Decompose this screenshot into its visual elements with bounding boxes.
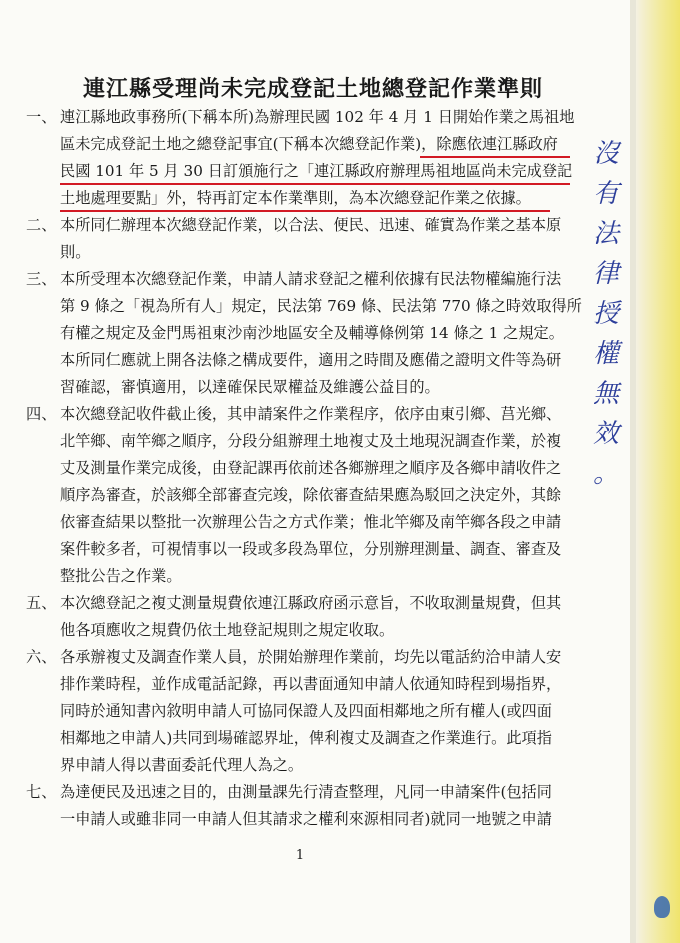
article-line: 依審查結果以整批一次辦理公告之方式作業；惟北竿鄉及南竿鄉各段之申請 <box>60 513 562 531</box>
article-5 <box>26 590 586 644</box>
article-line: 則。 <box>60 243 91 261</box>
blue-stain-mark <box>654 896 670 918</box>
article-line: 排作業時程，並作成電話記錄，再以書面通知申請人依通知時程到場指界， <box>60 675 562 693</box>
article-1 <box>26 104 586 212</box>
article-line: 各承辦複丈及調查作業人員，於開始辦理作業前，均先以電話約洽申請人安 <box>60 648 562 666</box>
page-number: 1 <box>295 848 305 863</box>
article-line: 丈及測量作業完成後，由登記課再依前述各鄉辦理之順序及各鄉申請收件之 <box>60 459 562 477</box>
article-line: 相鄰地之申請人)共同到場確認界址，俾利複丈及調查之作業進行。此項指 <box>60 729 552 747</box>
article-line: 他各項應收之規費仍依土地登記規則之規定收取。 <box>60 621 395 639</box>
article-line: 一申請人或雖非同一申請人但其請求之權利來源相同者)就同一地號之申請 <box>60 810 552 828</box>
article-line: 習確認，審慎適用，以達確保民眾權益及維護公益目的。 <box>60 378 440 396</box>
article-line: 土地處理要點」外，特再訂定本作業準則，為本次總登記作業之依據。 <box>60 189 531 207</box>
article-line: 本次總登記收件截止後，其申請案件之作業程序，依序由東引鄉、莒光鄉、 <box>60 405 562 423</box>
article-3 <box>26 266 586 401</box>
article-line: 同時於通知書內敘明申請人可協同保證人及四面相鄰地之所有權人(或四面 <box>60 702 552 720</box>
article-line: 民國 101 年 5 月 30 日訂頒施行之「連江縣政府辦理馬祖地區尚未完成登記 <box>60 162 573 180</box>
article-6 <box>26 644 586 779</box>
article-number: 四、 <box>26 405 57 423</box>
document-title: 連江縣受理尚未完成登記土地總登記作業準則 <box>82 76 543 102</box>
article-line: 本所受理本次總登記作業，申請人請求登記之權利依據有民法物權編施行法 <box>60 270 562 288</box>
article-4 <box>26 401 586 590</box>
article-number: 一、 <box>26 108 57 126</box>
article-line: 整批公告之作業。 <box>60 567 182 585</box>
article-line: 界申請人得以書面委託代理人為之。 <box>60 756 303 774</box>
article-line: 案件較多者，可視情事以一段或多段為單位，分別辦理測量、調查、審查及 <box>60 540 562 558</box>
article-line: 北竿鄉、南竿鄉之順序，分段分組辦理土地複丈及土地現況調查作業，於複 <box>60 432 562 450</box>
article-7 <box>26 779 586 833</box>
article-line: 區未完成登記土地之總登記事宜(下稱本次總登記作業)，除應依連江縣政府 <box>60 135 558 153</box>
article-line: 本所同仁應就上開各法條之構成要件，適用之時間及應備之證明文件等為研 <box>60 351 562 369</box>
article-number: 六、 <box>26 648 57 666</box>
handwritten-note: 沒 有 法 律 授 權 無 效 。 <box>592 139 619 489</box>
article-line: 連江縣地政事務所(下稱本所)為辦理民國 102 年 4 月 1 日開始作業之馬祖地 <box>60 108 575 126</box>
article-number: 三、 <box>26 270 57 288</box>
side-scan-code <box>620 660 630 880</box>
red-underline <box>420 156 570 158</box>
article-line: 本所同仁辦理本次總登記作業，以合法、便民、迅速、確實為作業之基本原 <box>60 216 562 234</box>
article-line: 為達便民及迅速之目的，由測量課先行清查整理，凡同一申請案件(包括同 <box>60 783 552 801</box>
page-edge-yellow <box>636 0 680 943</box>
article-line: 有權之規定及金門馬祖東沙南沙地區安全及輔導條例第 14 條之 1 之規定。 <box>60 324 564 342</box>
article-line: 順序為審查，於該鄉全部審查完竣，除依審查結果應為駁回之決定外，其餘 <box>60 486 562 504</box>
article-line: 本次總登記之複丈測量規費依連江縣政府函示意旨，不收取測量規費，但其 <box>60 594 562 612</box>
article-number: 二、 <box>26 216 57 234</box>
red-underline <box>60 183 570 185</box>
article-number: 五、 <box>26 594 57 612</box>
article-2 <box>26 212 586 266</box>
article-number: 七、 <box>26 783 57 801</box>
article-line: 第 9 條之「視為所有人」規定，民法第 769 條、民法第 770 條之時效取得所 <box>60 297 582 315</box>
